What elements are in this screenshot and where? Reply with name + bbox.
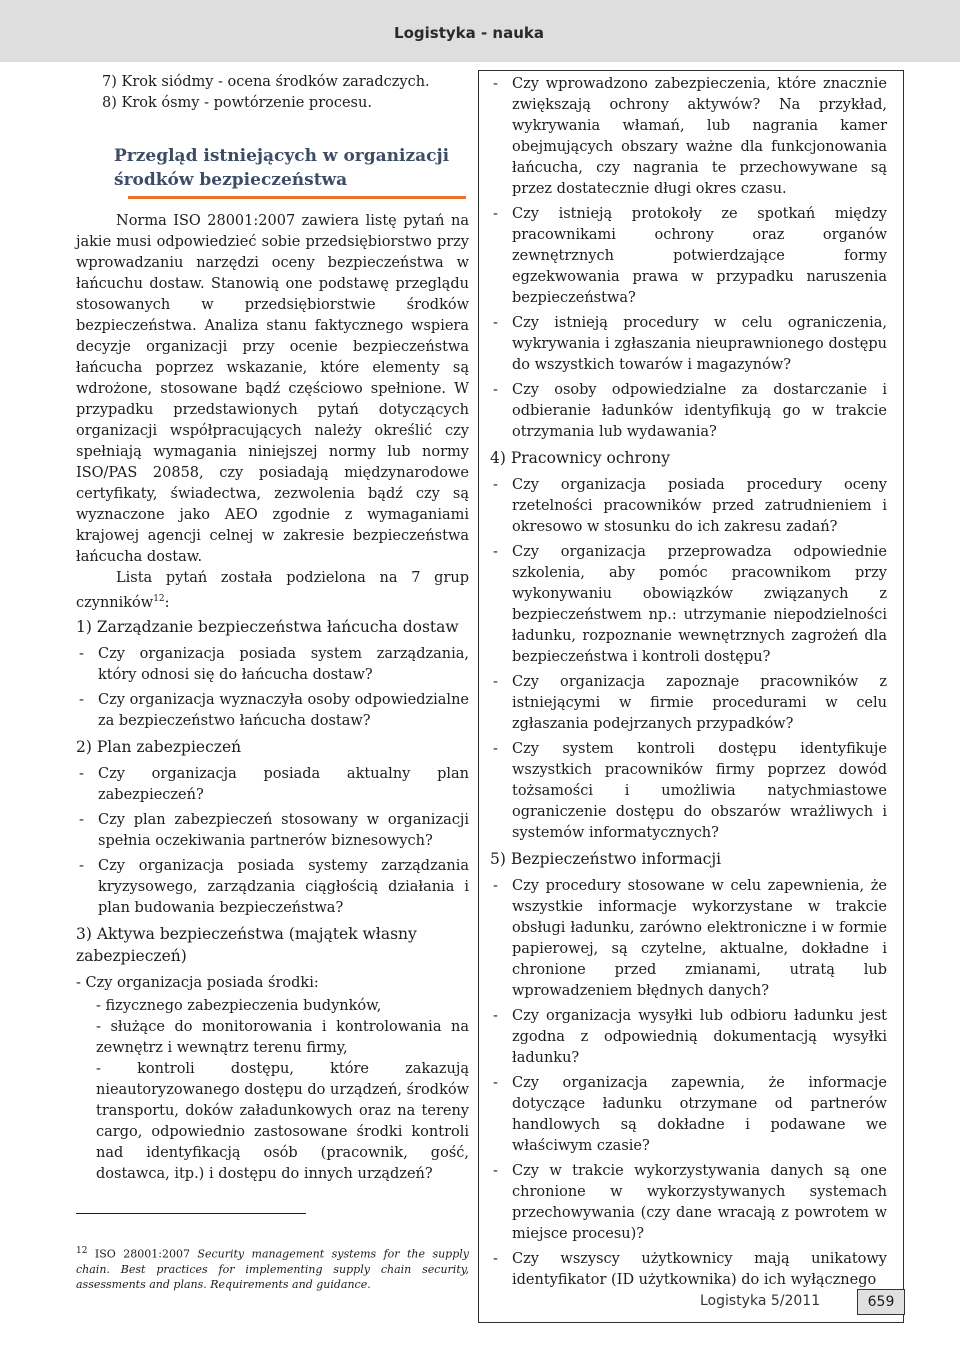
right-column xyxy=(490,74,887,1295)
footnote-ref[interactable]: 12 xyxy=(153,594,165,604)
group-heading: 5) Bezpieczeństwo informacji xyxy=(490,850,722,868)
body-paragraph: Norma ISO 28001:2007 zawiera listę pytań na jakie musi odpowiedzieć sobie przedsiębiorstwo przy wprowadzaniu narzędzi oceny bezpieczeństwa w łańcuchu dostaw. Stanowią one podstawę przeglądu stosowanych w przedsiębiorstwie środków bezpieczeństwa. Analiza stanu faktycznego wspiera decyzje organizacji przy ocenie bezpieczeństwa łańcucha poprzez wskazanie, które elementy są wdrożone, stosowane bądź częściowo spełnione. W przypadku przedstawionych pytań dotyczących organizacji współpracujących należy określić czy spełniają wymagania niniejszej normy lub normy ISO/PAS 20858, czy posiadają międzynarodowe certyfikaty, świadectwa, zezwolenia bądź czy są wyznaczone jako AEO zgodnie z wymaganiami krajowej agencji celnej w zakresie bezpieczeństwa łańcucha dostaw. xyxy=(76,213,469,565)
list-item: - Czy wszyscy użytkownicy mają unikatowy identyfikator (ID użytkownika) do ich wyłącznego xyxy=(493,1251,887,1288)
sub-list-item: - kontroli dostępu, które zakazują nieautoryzowanego dostępu do urządzeń, środków transportu, doków załadunkowych oraz na tereny cargo, odpowiednio zastosowane środki kontroli nad identyfikacją osób (pracownik, gość, dostawca, itp.) i dostępu do innych urządzeń? xyxy=(96,1060,469,1182)
sub-list xyxy=(76,996,469,1185)
footnote-separator xyxy=(76,1213,306,1214)
list-item: - Czy system kontroli dostępu identyfikuje wszystkich pracowników firmy poprzez dowód tożsamości i umożliwia natychmiastowe ograniczenie dostępu do obszarów wrażliwych i systemów informatycznych? xyxy=(493,741,887,841)
list-item: 8) Krok ósmy - powtórzenie procesu. xyxy=(102,95,372,111)
list-item: - Czy plan zabezpieczeń stosowany w organizacji spełnia oczekiwania partnerów biznesowych? xyxy=(79,811,469,849)
running-header: Logistyka - nauka xyxy=(394,24,544,42)
list-item: - Czy wprowadzono zabezpieczenia, które znacznie zwiększają ochrony aktywów? Na przykład, wykrywania włamań, lub nagrania kamer obejmujących obszary ważne dla funkcjonowania łańcucha, czy nagrania te przechowywane są przez dostatecznie długi okres czasu. xyxy=(493,76,887,197)
list-item: - Czy organizacja posiada aktualny plan zabezpieczeń? xyxy=(79,765,469,803)
sub-list-item: - służące do monitorowania i kontrolowania na zewnętrz i wewnątrz terenu firmy, xyxy=(96,1018,469,1056)
list-item: - Czy w trakcie wykorzystywania danych są one chronione w wykorzystywanych systemach przechowywania (czy dane wracają z powrotem w miejsce procesu)? xyxy=(493,1163,887,1242)
group-heading: 2) Plan zabezpieczeń xyxy=(76,737,242,756)
journal-issue-label: Logistyka 5/2011 xyxy=(700,1293,821,1309)
list-item: - Czy organizacja wysyłki lub odbioru ładunku jest zgodna z odpowiednią dokumentacją wysyłki ładunku? xyxy=(493,1008,887,1066)
group-heading: 1) Zarządzanie bezpieczeństwa łańcucha dostaw xyxy=(76,617,459,636)
list-item: - Czy organizacja posiada systemy zarządzania kryzysowego, zarządzania ciągłością działania i plan budowania bezpieczeństwa? xyxy=(79,857,469,916)
list-item: - Czy organizacja posiada środki: xyxy=(76,974,319,991)
left-column xyxy=(76,72,469,1185)
list-item: - Czy osoby odpowiedzialne za dostarczanie i odbieranie ładunków identyfikują go w trakcie otrzymania lub wydawania? xyxy=(493,382,887,440)
list-item: - Czy organizacja posiada procedury oceny rzetelności pracowników przed zatrudnieniem i okresowo w stosunku do ich zakresu zadań? xyxy=(493,477,887,535)
page-number: 659 xyxy=(857,1289,905,1315)
list-item: - Czy organizacja posiada system zarządzania, który odnosi się do łańcucha dostaw? xyxy=(79,645,469,683)
list-item: - Czy organizacja przeprowadza odpowiednie szkolenia, aby pomóc pracownikom przy wykonywaniu obowiązków związanych z bezpieczeństwem np.: utrzymanie niepodzielności ładunku, rozpoznanie wewnętrznych zagrożeń dla bezpieczeństwa i kontroli dostępu? xyxy=(493,544,887,665)
list-item: - Czy organizacja wyznaczyła osoby odpowiedzialne za bezpieczeństwo łańcucha dostaw? xyxy=(79,691,469,729)
sub-list-item: - fizycznego zabezpieczenia budynków, xyxy=(96,997,382,1014)
footnote-number: 12 xyxy=(76,1246,88,1256)
heading-underline xyxy=(128,196,466,199)
list-item: - Czy procedury stosowane w celu zapewnienia, że wszystkie informacje wykorzystane w trakcie obsługi ładunku, zarówno elektroniczne i w formie papierowej, są czytelne, aktualne, dokładne i chronione przed zmianami, utratą lub wprowadzeniem błędnych danych? xyxy=(493,878,887,999)
list-item: - Czy istnieją protokoły ze spotkań między pracownikami ochrony oraz organów zewnętrznych potwierdzające formy egzekwowania prawa w przypadku naruszenia bezpieczeństwa? xyxy=(493,206,887,306)
body-paragraph: Lista pytań została podzielona na 7 grup czynników$^{12}$: xyxy=(76,570,469,611)
section-heading: Przegląd istniejących w organizacji środków bezpieczeństwa xyxy=(114,146,450,190)
footnote: $^{12}$ ISO 28001:2007 Security management systems for the supply chain. Best practices for implementing supply chain security, assessments and plans. Requirements and guidance. xyxy=(76,1246,469,1291)
group-heading: 4) Pracownicy ochrony xyxy=(490,449,670,467)
intro-list xyxy=(102,72,469,114)
list-item: 7) Krok siódmy - ocena środków zaradczych. xyxy=(102,74,430,90)
list-item: - Czy organizacja zapoznaje pracowników z istniejącymi w firmie procedurami w celu zgłaszania podejrzanych przypadków? xyxy=(493,674,887,732)
list-item: - Czy organizacja zapewnia, że informacje dotyczące ładunku otrzymane od partnerów handlowych są dokładne i podawane we właściwym czasie? xyxy=(493,1075,887,1154)
list-item: - Czy istnieją procedury w celu ograniczenia, wykrywania i zgłaszania nieuprawnionego dostępu do wszystkich towarów i magazynów? xyxy=(493,315,887,373)
group-heading: 3) Aktywa bezpieczeństwa (majątek własny zabezpieczeń) xyxy=(76,924,417,965)
